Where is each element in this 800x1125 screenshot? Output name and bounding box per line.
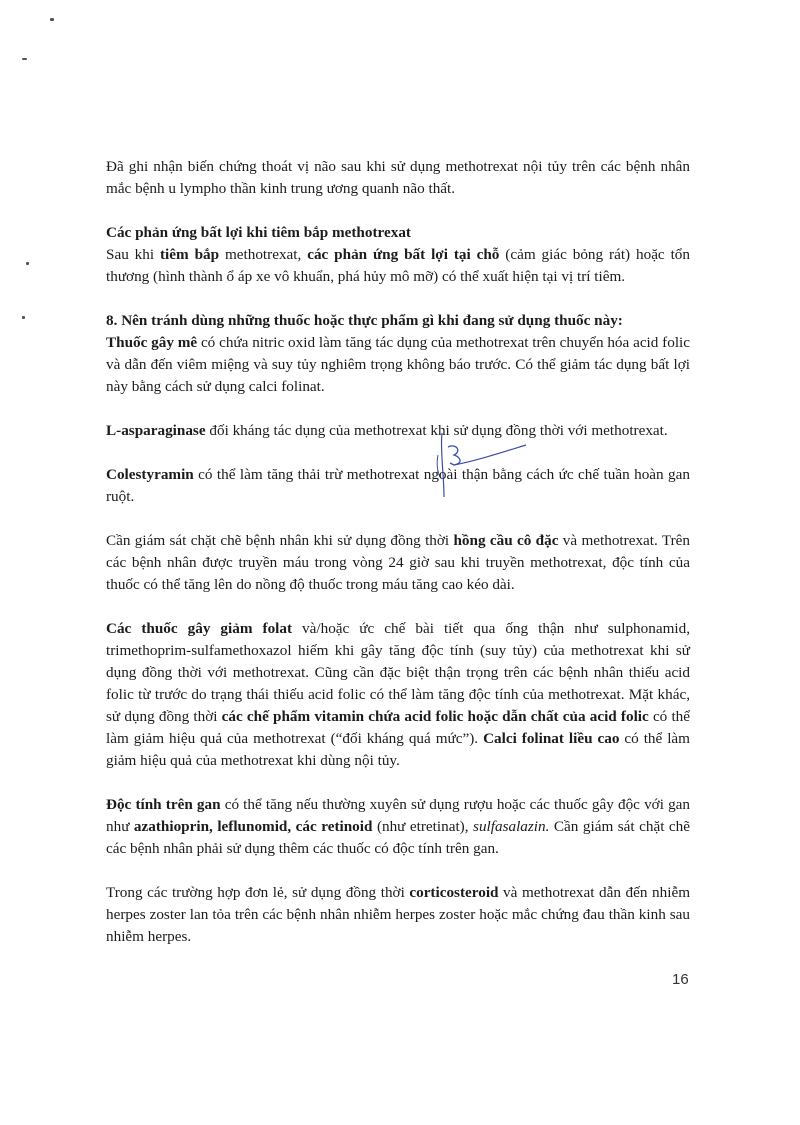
italic-text: sulfasalazin. (473, 818, 550, 835)
text: có thể làm giảm hiệu quả của methotrexat (“đối kháng quá mức”). (106, 708, 691, 747)
bold-text: Colestyramin (106, 466, 194, 483)
paragraph-4 (106, 420, 690, 442)
text: có thể tăng nếu thường xuyên sử dụng rượu hoặc các thuốc gây độc với gan như (106, 796, 690, 835)
bold-text: Calci folinat liều cao (483, 730, 620, 747)
text: (như etretinat), (372, 818, 474, 835)
bold-text: L-asparaginase (106, 422, 206, 439)
scan-dot (26, 262, 29, 265)
heading-text: 8. Nên tránh dùng những thuốc hoặc thực phẩm gì khi đang sử dụng thuốc này: (106, 312, 623, 329)
scan-dot (22, 316, 25, 319)
text: Cần giám sát chặt chẽ bệnh nhân khi sử dụng đồng thời (106, 532, 454, 549)
scan-dot (50, 18, 54, 21)
paragraph-6 (106, 530, 690, 596)
scan-dot (22, 58, 27, 60)
bold-text: Thuốc gây mê (106, 334, 198, 351)
page-number: 16 (672, 971, 689, 988)
bold-text: corticosteroid (409, 884, 499, 901)
section-heading-interactions (106, 310, 690, 332)
document-body (106, 156, 690, 948)
heading-text: Các phản ứng bất lợi khi tiêm bắp methotrexat (106, 224, 411, 241)
bold-text: tiêm bắp (160, 246, 220, 263)
text: Trong các trường hợp đơn lẻ, sử dụng đồng thời (106, 884, 410, 901)
text: có thể làm tăng thải trừ methotrexat ngoài thận bằng cách ức chế tuần hoàn gan ruột. (106, 466, 690, 505)
section-heading-im-reactions (106, 222, 690, 244)
text: và methotrexat. Trên các bệnh nhân được truyền máu trong vòng 24 giờ sau khi truyền methotrexat, độc tính của thuốc có thể tăng lên do nồng độ thuốc trong máu tăng cao kéo dài. (106, 532, 690, 593)
bold-text: Các thuốc gây giảm folat (106, 620, 293, 637)
paragraph-9 (106, 882, 690, 948)
text: có thể làm giảm hiệu quả của methotrexat khi dùng nội tủy. (106, 730, 690, 769)
text: và methotrexat dẫn đến nhiễm herpes zoster lan tỏa trên các bệnh nhân nhiễm herpes zoster hoặc mắc chứng đau thần kinh sau nhiễm herpes. (106, 884, 691, 945)
text: Cần giám sát chặt chẽ các bệnh nhân phải sử dụng thêm các thuốc có độc tính trên gan. (106, 818, 690, 857)
text: đối kháng tác dụng của methotrexat khi sử dụng đồng thời với methotrexat. (205, 422, 668, 439)
bold-text: các chế phẩm vitamin chứa acid folic hoặc dẫn chất của acid folic (221, 708, 649, 725)
text: có chứa nitric oxid làm tăng tác dụng của methotrexat trên chuyển hóa acid folic và dẫn đến viêm miệng và suy tủy nghiêm trọng không báo trước. Có thể giảm tác dụng bất lợi này bằng cách sử dụng calci folinat. (106, 334, 691, 395)
bold-text: hồng cầu cô đặc (453, 532, 559, 549)
paragraph-5 (106, 464, 690, 508)
paragraph-7 (106, 618, 690, 772)
bold-text: azathioprin, leflunomid, các retinoid (133, 818, 373, 835)
bold-text: các phản ứng bất lợi tại chỗ (307, 246, 500, 263)
text: methotrexat, (219, 246, 308, 263)
paragraph-3 (106, 332, 690, 398)
text: Sau khi (106, 246, 160, 263)
paragraph-1: Đã ghi nhận biến chứng thoát vị não sau khi sử dụng methotrexat nội tủy trên các bệnh nhân mắc bệnh u lympho thần kinh trung ương quanh não thất. (106, 158, 690, 197)
paragraph-8 (106, 794, 690, 860)
text: và/hoặc ức chế bài tiết qua ống thận như sulphonamid, trimethoprim-sulfamethoxazol hiếm khi gây tăng độc tính (suy tủy) của methotrexat khi sử dụng đồng thời với methotrexat. Cũng cần đặc biệt thận trọng trên các bệnh nhân thiếu acid folic từ trước do trạng thái thiếu acid folic có thể làm tăng độc tính của methotrexat. Mặt khác, sử dụng đồng thời (106, 620, 690, 725)
bold-text: Độc tính trên gan (106, 796, 221, 813)
paragraph-2 (106, 244, 690, 288)
text: (cảm giác bỏng rát) hoặc tổn thương (hình thành ổ áp xe vô khuẩn, phá hủy mô mỡ) có thể xuất hiện tại vị trí tiêm. (106, 246, 690, 285)
